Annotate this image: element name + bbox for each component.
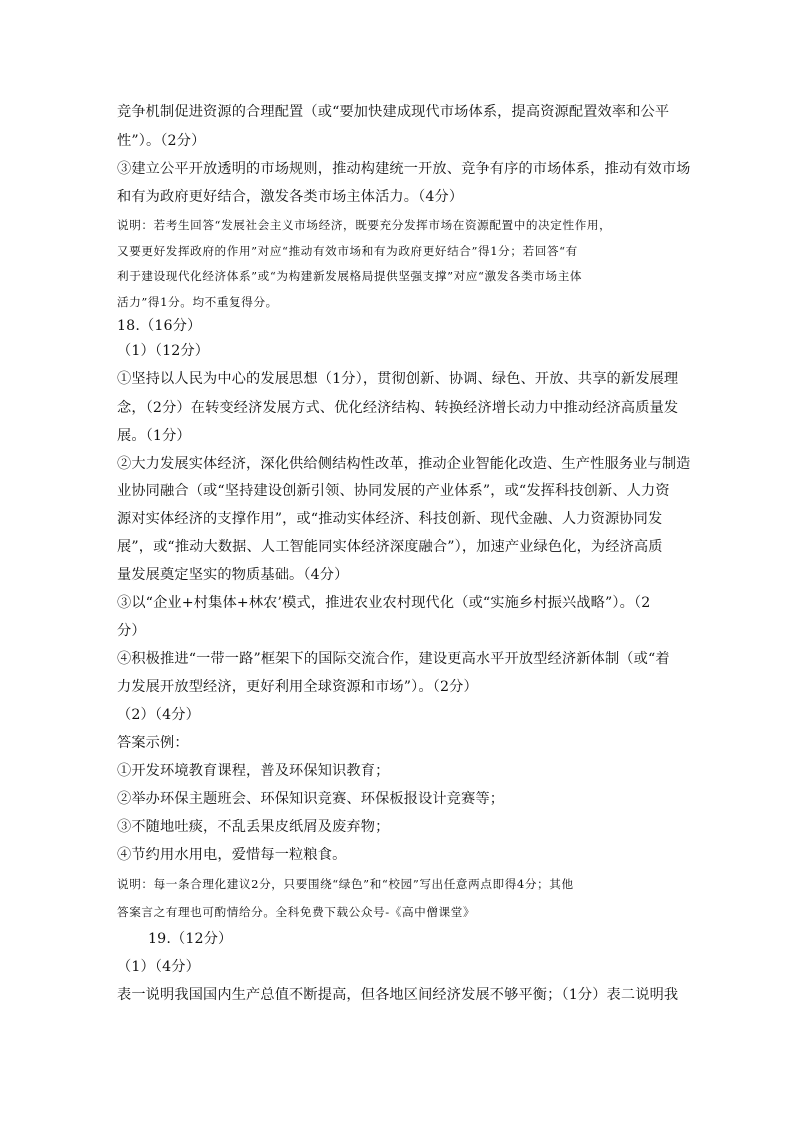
note-line: 又要更好发挥政府的作用”对应“推动有效市场和有为政府更好结合”得1分；若回答“有 xyxy=(117,244,578,258)
text-line: 展。（1分） xyxy=(117,428,191,444)
note-line: 说明：每一条合理化建议2分，只要围绕“绿色”和“校园”写出任意两点即得4分；其他 xyxy=(117,877,574,891)
text-line: 业协同融合（或“坚持建设创新引领、协同发展的产业体系”，或“发挥科技创新、人力资 xyxy=(117,483,670,499)
subquestion-heading: （2）（4分） xyxy=(117,707,200,723)
text-line: 表一说明我国国内生产总值不断提高，但各地区间经济发展不够平衡；（1分）表二说明我 xyxy=(117,987,679,1003)
text-line: 竞争机制促进资源的合理配置（或“要加快建成现代市场体系，提高资源配置效率和公平 xyxy=(117,104,670,120)
question-heading: 18.（16分） xyxy=(117,318,202,334)
note-line: 活力”得1分。均不重复得分。 xyxy=(117,295,278,309)
text-line: 性”）。（2分） xyxy=(117,133,206,149)
text-line: 力发展开放型经济，更好利用全球资源和市场”）。（2分） xyxy=(117,679,478,695)
question-heading: 19.（12分） xyxy=(148,931,233,947)
text-line: 分） xyxy=(117,623,146,639)
subquestion-heading: （1）（4分） xyxy=(117,959,200,975)
text-line: 答案示例： xyxy=(117,735,189,751)
text-line: 源对实体经济的支撑作用”，或“推动实体经济、科技创新、现代金融、人力资源协同发 xyxy=(117,511,663,527)
text-line: 量发展奠定坚实的物质基础。（4分） xyxy=(117,567,349,583)
text-line: ③建立公平开放透明的市场规则，推动构建统一开放、竞争有序的市场体系，推动有效市场 xyxy=(117,161,691,177)
text-line: ②大力发展实体经济，深化供给侧结构性改革，推动企业智能化改造、生产性服务业与制造 xyxy=(117,456,691,472)
text-line: 和有为政府更好结合，激发各类市场主体活力。（4分） xyxy=(117,189,464,205)
note-line: 答案言之有理也可酌情给分。全科免费下载公众号-《高中僧课堂》 xyxy=(117,905,476,919)
text-line: ④积极推进“一带一路”框架下的国际交流合作，建设更高水平开放型经济新体制（或“着 xyxy=(117,651,670,667)
note-line: 说明：若考生回答“发展社会主义市场经济，既要充分发挥市场在资源配置中的决定性作用， xyxy=(117,218,612,232)
subquestion-heading: （1）（12分） xyxy=(117,343,210,359)
list-item: ③不随地吐痰，不乱丢果皮纸屑及废弃物； xyxy=(117,819,390,835)
text-line: 展”，或“推动大数据、人工智能同实体经济深度融合”），加速产业绿色化，为经济高质 xyxy=(117,539,663,555)
note-line: 利于建设现代化经济体系”或“为构建新发展格局提供坚强支撑”对应“激发各类市场主体 xyxy=(117,269,583,283)
list-item: ④节约用水用电，爱惜每一粒粮食。 xyxy=(117,847,347,863)
text-line: 念，（2分）在转变经济发展方式、优化经济结构、转换经济增长动力中推动经济高质量发 xyxy=(117,400,679,416)
list-item: ②举办环保主题班会、环保知识竞赛、环保板报设计竞赛等； xyxy=(117,791,505,807)
text-line: ③以“企业+村集体+林农’模式，推进农业农村现代化（或“实施乡村振兴战略”）。（2 xyxy=(117,595,651,611)
list-item: ①开发环境教育课程，普及环保知识教育； xyxy=(117,763,390,779)
text-line: ①坚持以人民为中心的发展思想（1分），贯彻创新、协调、绿色、开放、共享的新发展理 xyxy=(117,371,679,387)
